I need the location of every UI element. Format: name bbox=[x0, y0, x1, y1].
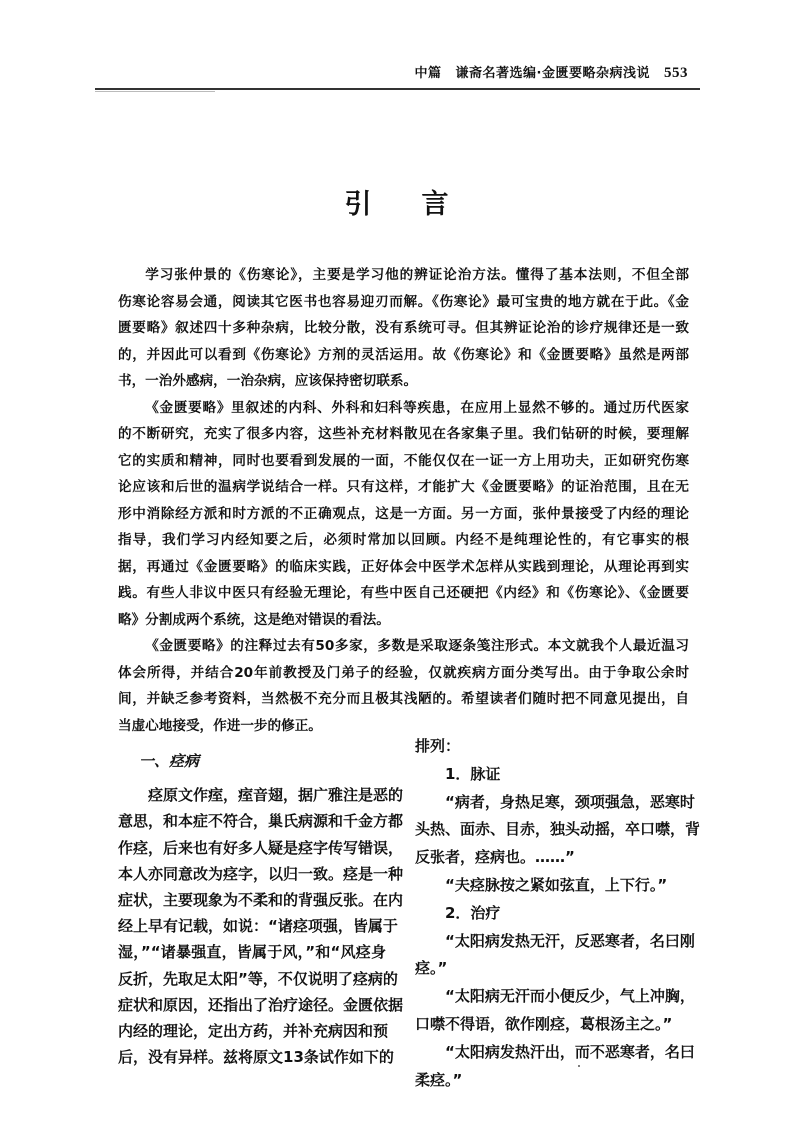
section-label: 中篇 bbox=[414, 66, 442, 81]
text-line: 的不断研究，充实了很多内容，这些补充材料散见在各家集子里。我们钻研的时候，要理解 bbox=[118, 426, 689, 442]
text-line: 痉原文作痓，痓音翅，据广雅注是恶的 bbox=[148, 786, 404, 805]
text-line: 排列： bbox=[415, 737, 461, 755]
right-column bbox=[415, 733, 701, 1094]
text-line: 头热、面赤、目赤，独头动摇，卒口噤，背 bbox=[415, 820, 701, 839]
quote-paragraph bbox=[415, 928, 695, 984]
text-line: 症状和原因，还指出了治疗途径。金匮依据 bbox=[118, 995, 404, 1014]
text-line: 痉。” bbox=[415, 959, 448, 978]
text-line: 匮要略》叙述四十多种杂病，比较分散，没有系统可寻。但其辨证论治的诊疗规律还是一致 bbox=[118, 320, 689, 336]
text-line: 1．脉证 bbox=[445, 764, 501, 783]
text-line: 学习张仲景的《伤寒论》，主要是学习他的辨证论治方法。懂得了基本法则，不但全部 bbox=[145, 267, 689, 283]
page-title: 引言 bbox=[344, 189, 499, 220]
paragraph bbox=[118, 262, 689, 395]
text-line: 的，并因此可以看到《伤寒论》方剂的灵活运用。故《伤寒论》和《金匮要略》虽然是两部 bbox=[118, 346, 689, 363]
section-heading: 一、痉病 bbox=[139, 752, 200, 770]
text-line: 间，并缺乏参考资料，当然极不充分而且极其浅陋的。希望读者们随时把不同意见提出，自 bbox=[118, 691, 689, 707]
text-line: “太阳病发热无汗，反恶寒者，名曰刚 bbox=[445, 931, 695, 950]
text-line: 它的实质和精神，同时也要看到发展的一面，不能仅仅在一证一方上用功夫，正如研究伤寒 bbox=[118, 452, 689, 469]
left-column bbox=[118, 748, 404, 1070]
text-line: 《金匮要略》的注释过去有50多家，多数是采取逐条笺注形式。本文就我个人最近温习 bbox=[145, 638, 689, 654]
text-line: “夫痉脉按之紧如弦直，上下行。” bbox=[445, 875, 668, 894]
text-line: “太阳病无汗而小便反少，气上冲胸， bbox=[445, 987, 695, 1006]
text-line: 2．治疗 bbox=[445, 903, 501, 922]
book-title: 谦斋名著选编·金匮要略杂病浅说 bbox=[455, 66, 650, 81]
page-number: 553 bbox=[664, 65, 688, 81]
text-line: 伤寒论容易会通，阅读其它医书也容易迎刃而解。《伤寒论》最可宝贵的地方就在于此。《金 bbox=[118, 293, 689, 310]
quote-paragraph bbox=[415, 789, 701, 872]
text-line: 反张者，痉病也。……” bbox=[415, 848, 575, 867]
text-line: 柔痉。” bbox=[415, 1070, 463, 1089]
text-line: 《金匮要略》里叙述的内科、外科和妇科等疾患，在应用上显然不够的。通过历代医家 bbox=[145, 399, 689, 416]
text-line: 略》分割成两个系统，这是绝对错误的看法。 bbox=[118, 611, 390, 628]
text-line: “太阳病发热汗出，而不恶寒者，名曰 bbox=[445, 1042, 695, 1061]
quote-paragraph bbox=[415, 1039, 695, 1095]
text-line: 经上早有记载，如说：“诸痉项强，皆属于 bbox=[118, 917, 398, 936]
text-line: 本人亦同意改为痉字，以归一致。痉是一种 bbox=[118, 864, 404, 883]
paragraph bbox=[415, 733, 689, 761]
paragraph bbox=[118, 395, 689, 634]
text-line: 湿，”“诸暴强直，皆属于风，”和“风痉身 bbox=[118, 943, 386, 962]
text-line: 据，再通过《金匮要略》的临床实践，正好体会中医学术怎样从实践到理论，从理论再到实 bbox=[118, 558, 689, 575]
header-rule-shadow bbox=[95, 91, 215, 92]
text-line: 反折，先取足太阳”等，不仅说明了痉病的 bbox=[118, 969, 398, 988]
text-line: 体会所得，并结合20年前教授及门弟子的经验，仅就疾病方面分类写出。由于争取公余时 bbox=[118, 664, 689, 681]
paragraph bbox=[118, 782, 404, 1070]
intro-text bbox=[118, 262, 689, 739]
text-line: 内经的理论，定出方药，并补充病因和预 bbox=[118, 1022, 389, 1041]
subheading bbox=[415, 761, 689, 789]
text-line: 后，没有异样。兹将原文13条试作如下的 bbox=[118, 1048, 394, 1067]
subheading bbox=[415, 900, 689, 928]
quote-paragraph bbox=[415, 983, 695, 1039]
text-line: “病者，身热足寒，颈项强急，恶寒时 bbox=[445, 792, 695, 811]
text-line: 当虚心地接受，作进一步的修正。 bbox=[118, 717, 322, 734]
text-line: 口噤不得语，欲作刚痉，葛根汤主之。” bbox=[415, 1014, 673, 1033]
text-line: 形中消除经方派和时方派的不正确观点，这是一方面。另一方面，张仲景接受了内经的理论 bbox=[118, 505, 689, 522]
running-header bbox=[415, 62, 688, 82]
text-line: 书，一治外感病，一治杂病，应该保持密切联系。 bbox=[118, 373, 418, 389]
header-rule bbox=[95, 88, 700, 90]
quote-paragraph bbox=[415, 872, 689, 900]
paragraph bbox=[118, 633, 689, 739]
text-line: 践。有些人非议中医只有经验无理论，有些中医自己还硬把《内经》和《伤寒论》、《金匮要 bbox=[118, 585, 689, 601]
text-line: 作痉，后来也有好多人疑是痉字传写错误， bbox=[118, 838, 404, 857]
scan-speck bbox=[578, 1065, 580, 1067]
text-line: 论应该和后世的温病学说结合一样。只有这样，才能扩大《金匮要略》的证治范围，且在无 bbox=[118, 479, 689, 495]
text-line: 症状，主要现象为不柔和的背强反张。在内 bbox=[118, 891, 404, 910]
text-line: 意思，和本症不符合，巢氏病源和千金方都 bbox=[118, 812, 404, 831]
text-line: 指导，我们学习内经知要之后，必须时常加以回顾。内经不是纯理论性的，有它事实的根 bbox=[118, 532, 689, 548]
